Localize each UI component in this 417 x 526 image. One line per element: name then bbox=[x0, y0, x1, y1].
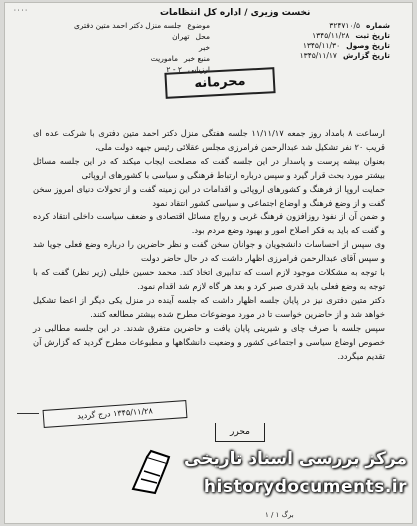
body-paragraph: ارساعت ۸ بامداد روز جمعه ۱۱/۱۱/۱۷ جلسه هفتگی منزل دکتر احمد متین دفتری با شرکت عده ای قریب ۲۰ نفر تشکیل شد عبدالرحمن فرامرزی مجلس عقلائی رئیس جبهه دولت ملی، bbox=[33, 128, 385, 152]
evaluation-label: ارزیابی bbox=[187, 65, 210, 74]
subject-row bbox=[60, 21, 210, 32]
body-paragraph: سپس جلسه با صرف چای و شیرینی پایان یافت و حاضرین متفرق شدند. در این جلسه مطالبی در خصوص اوضاع سیاسی و اجتماعی کشور و وضعیت دانشگاهها و مطبوعات مطرح گردید که گزارش آن تقدیم میگردد. bbox=[33, 322, 385, 361]
evaluation-value: ۲ - ۲ bbox=[166, 65, 182, 74]
meta-registered bbox=[180, 31, 390, 41]
body-paragraph: بعنوان بیشه پرست و پاسدار در این جلسه گفت که مصلحت ایجاب میکند که در این جلسه مسائل بیشتر مورد بحث قرار گیرد و سپس درباره ارتباط فرهنگی و سیاسی با کشورهای اروپائی bbox=[33, 155, 385, 180]
meta-label: تاریخ وصول bbox=[346, 41, 390, 50]
meta-value: ۱۳۴۵/۱۱/۱۷ bbox=[299, 51, 337, 60]
location-label: محل bbox=[195, 32, 210, 41]
body-paragraph: دکتر متین دفتری نیز در پایان جلسه اظهار داشت که جلسه آینده در منزل یکی دیگر از اعضا تشکیل خواهد شد و از حاضرین خواست تا در مورد موضوعات مطرح شده بیشتر مطالعه کنند. bbox=[33, 294, 385, 319]
source-label: منبع خبر bbox=[184, 54, 210, 63]
news-row bbox=[60, 43, 210, 54]
document-body bbox=[33, 127, 385, 363]
subject-value: جلسه منزل دکتر احمد متین دفتری bbox=[74, 21, 182, 30]
meta-value: ۱۳۴۵/۱۱/۲۸ bbox=[312, 31, 350, 40]
body-paragraph: با توجه به مشکلات موجود لازم است که تدابیری اتخاذ کند. محمد حسین خلیلی (زیر نظر) گفت که با توجه به وضع فعلی باید قدری صبر کرد و بعد هر گاه لازم شد اقدام نمود. bbox=[33, 267, 385, 291]
watermark bbox=[125, 439, 413, 523]
document-title: نخست وزیری / اداره کل انتظامات bbox=[160, 8, 311, 18]
subject-label: موضوع bbox=[187, 21, 210, 30]
meta-value: ۳۲۴۷۱۰/۵ bbox=[329, 21, 361, 30]
metadata-block bbox=[180, 21, 390, 61]
location-row bbox=[60, 32, 210, 43]
watermark-title: مرکز بررسی اسناد تاریخی bbox=[184, 449, 407, 469]
news-label: خبر bbox=[198, 43, 210, 52]
meta-label: تاریخ گزارش bbox=[342, 51, 390, 60]
meta-number bbox=[180, 21, 390, 31]
meta-label: شماره bbox=[366, 21, 390, 30]
page-footer: برگ ۱ / ۱ bbox=[265, 511, 294, 519]
body-paragraph: حمایت اروپا از فرهنگ و کشورهای اروپائی و اقدامات در این زمینه گفت و از تحولات دنیای امروز سخن گفت و از وضع فرهنگ و اوضاع اجتماعی و سیاسی کشور انتقاد نمود bbox=[33, 183, 385, 208]
signature-box: محرر bbox=[215, 423, 265, 442]
divider bbox=[17, 413, 39, 414]
archive-logo-icon bbox=[127, 449, 171, 497]
subject-block bbox=[60, 21, 210, 76]
source-value: ماموریت bbox=[150, 54, 179, 63]
corner-number: ۰۰۰۰ bbox=[13, 6, 29, 14]
meta-value: ۱۳۴۵/۱۱/۳۰ bbox=[302, 41, 341, 50]
document-page bbox=[4, 2, 413, 524]
location-value: تهران bbox=[172, 32, 190, 41]
confidential-stamp: محرمانه bbox=[164, 67, 275, 99]
date-stamp: ۱۳۴۵/۱۱/۲۸ درج گردید bbox=[43, 400, 188, 428]
meta-label: تاریخ ثبت bbox=[355, 31, 390, 40]
source-row bbox=[60, 54, 210, 65]
watermark-url: historydocuments.ir bbox=[203, 477, 407, 497]
body-paragraph: وی سپس از احساسات دانشجویان و جوانان سخن گفت و نظر حاضرین را درباره وضع فعلی جویا شد و سپس آقای عبدالرحمن فرامرزی اظهار داشت که در حال حاضر دولت bbox=[33, 239, 385, 264]
meta-received bbox=[180, 41, 390, 51]
body-paragraph: و ضمن آن از نفوذ روزافزون فرهنگ غربی و رواج مسائل اقتصادی و ضعف سیاست داخلی انتقاد کرده و گفت که باید به فکر اصلاح امور و بهبود وضع مردم بود. bbox=[33, 211, 385, 236]
meta-report-date bbox=[180, 51, 390, 61]
